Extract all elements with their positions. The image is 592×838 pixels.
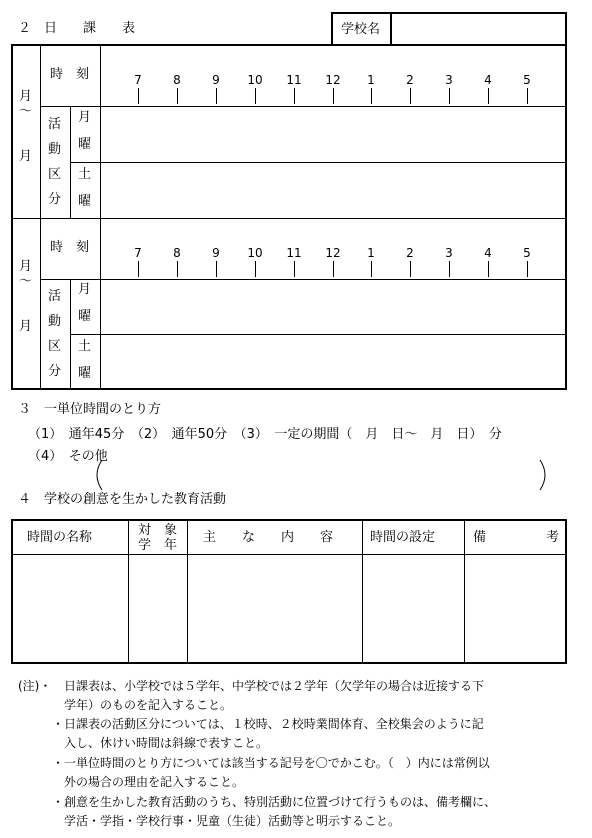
header-time-setting: 時間の設定	[370, 530, 436, 545]
hour-tick	[294, 88, 295, 104]
hour-tick	[527, 261, 528, 277]
block-divider	[13, 218, 565, 219]
monday-label-2	[78, 283, 91, 323]
section3-other-line: （4） その他	[28, 449, 108, 464]
hour-tick	[410, 261, 411, 277]
school-name-box	[331, 12, 567, 46]
monday-label-1	[78, 111, 91, 151]
header-remarks-left: 備	[473, 530, 487, 545]
header-content: 主 な 内 容	[203, 530, 334, 545]
hour-tick	[255, 261, 256, 277]
period-tilde: 〜	[19, 104, 33, 119]
monday-char: 曜	[78, 137, 92, 152]
hour-label: 2	[406, 246, 414, 260]
header-target-top: 対 象	[138, 523, 178, 538]
open-paren-mark	[97, 460, 102, 490]
hour-tick	[177, 88, 178, 104]
activity-char: 分	[48, 364, 62, 379]
monday-char: 曜	[78, 309, 92, 324]
saturday-label-2	[78, 340, 91, 380]
hour-tick	[216, 261, 217, 277]
hour-label: 10	[247, 246, 263, 260]
hour-label: 7	[134, 73, 142, 87]
note1-line2: 学年）のものを記入すること。	[64, 698, 233, 712]
section3-heading: ３ 一単位時間のとり方	[18, 402, 162, 417]
period-month-end: 月	[19, 149, 33, 164]
schedule-table	[11, 44, 567, 390]
activity-label-2	[48, 290, 61, 378]
note3-line1: ・一単位時間のとり方については該当する記号を〇でかこむ。（ ）内には常例以	[52, 756, 490, 770]
period-month-start: 月	[19, 89, 33, 104]
period-label-2	[19, 260, 32, 333]
note4-line2: 学活・学指・学校行事・児童（生徒）活動等と明示すること。	[64, 814, 401, 828]
hour-tick	[255, 88, 256, 104]
hour-tick	[488, 88, 489, 104]
close-paren-mark	[540, 460, 545, 490]
label-column-divider	[100, 46, 101, 388]
note2-line1: ・日課表の活動区分については、１校時、２校時業間体育、全校集会のように記	[52, 717, 484, 731]
hour-label: 4	[484, 246, 492, 260]
header-target-bottom: 学 年	[138, 538, 178, 553]
col-divider-3	[362, 521, 363, 662]
period-label-1	[19, 90, 32, 163]
activity-char: 活	[48, 289, 62, 304]
activities-table	[11, 519, 567, 664]
monday-char: 月	[78, 110, 92, 125]
hour-label: 1	[367, 246, 375, 260]
hour-tick	[138, 261, 139, 277]
hour-tick	[410, 88, 411, 104]
hour-label: 8	[173, 73, 181, 87]
hour-tick	[294, 261, 295, 277]
hour-label: 11	[286, 246, 302, 260]
activity-char: 動	[48, 142, 62, 157]
section4-heading: ４ 学校の創意を生かした教育活動	[18, 492, 227, 507]
header-time-name: 時間の名称	[27, 530, 93, 545]
row-divider-mon-2	[70, 334, 565, 335]
section3-options-line: （1） 通年45分 （2） 通年50分 （3） 一定の期間（ 月 日〜 月 日） 分	[28, 427, 502, 442]
hour-label: 5	[523, 246, 531, 260]
hour-tick	[177, 261, 178, 277]
row-divider-time-2	[40, 279, 565, 280]
period-tilde: 〜	[19, 274, 33, 289]
section2-heading: ２ 日 課 表	[18, 21, 136, 36]
col-divider-1	[128, 521, 129, 662]
hour-label: 7	[134, 246, 142, 260]
hour-label: 5	[523, 73, 531, 87]
note4-line1: ・創意を生かした教育活動のうち、特別活動に位置づけて行うものは、備考欄に、	[52, 795, 497, 809]
saturday-label-1	[78, 168, 91, 208]
monday-char: 月	[78, 282, 92, 297]
saturday-char: 曜	[78, 366, 92, 381]
hour-tick	[371, 261, 372, 277]
time-label-1: 時 刻	[50, 67, 90, 82]
saturday-char: 土	[78, 167, 92, 182]
hour-label: 10	[247, 73, 263, 87]
hour-label: 3	[445, 246, 453, 260]
period-column-divider	[40, 46, 41, 388]
hour-label: 2	[406, 73, 414, 87]
note-prefix: (注)・	[18, 679, 52, 693]
school-name-label: 学校名	[341, 22, 381, 37]
activity-char: 活	[48, 117, 62, 132]
col-divider-4	[464, 521, 465, 662]
period-month-end: 月	[19, 319, 33, 334]
hour-tick	[371, 88, 372, 104]
row-divider-mon-1	[70, 162, 565, 163]
hour-tick	[449, 88, 450, 104]
hour-label: 4	[484, 73, 492, 87]
note1-line1: 日課表は、小学校では５学年、中学校では２学年（欠学年の場合は近接する下	[64, 679, 485, 693]
note3-line2: 外の場合の理由を記入すること。	[64, 775, 245, 789]
saturday-char: 土	[78, 339, 92, 354]
other-reason-parentheses	[90, 458, 550, 494]
activity-char: 区	[48, 339, 62, 354]
note2-line2: 入し、休けい時間は斜線で表すこと。	[64, 736, 269, 750]
time-label-2: 時 刻	[50, 240, 90, 255]
hour-label: 9	[212, 73, 220, 87]
activity-char: 分	[48, 192, 62, 207]
activity-char: 区	[48, 167, 62, 182]
hour-label: 12	[325, 73, 341, 87]
activity-label-1	[48, 118, 61, 206]
hour-label: 8	[173, 246, 181, 260]
hour-tick	[216, 88, 217, 104]
activities-header-divider	[13, 554, 565, 555]
hour-tick	[488, 261, 489, 277]
hour-label: 9	[212, 246, 220, 260]
hour-label: 12	[325, 246, 341, 260]
row-divider-time-1	[40, 106, 565, 107]
hour-tick	[527, 88, 528, 104]
header-remarks-right: 考	[546, 530, 560, 545]
saturday-char: 曜	[78, 194, 92, 209]
col-divider-2	[187, 521, 188, 662]
hour-tick	[449, 261, 450, 277]
activity-char: 動	[48, 314, 62, 329]
hour-label: 1	[367, 73, 375, 87]
hour-tick	[138, 88, 139, 104]
hour-label: 11	[286, 73, 302, 87]
hour-tick	[333, 261, 334, 277]
school-name-divider	[390, 14, 392, 44]
hour-tick	[333, 88, 334, 104]
period-month-start: 月	[19, 259, 33, 274]
hour-label: 3	[445, 73, 453, 87]
